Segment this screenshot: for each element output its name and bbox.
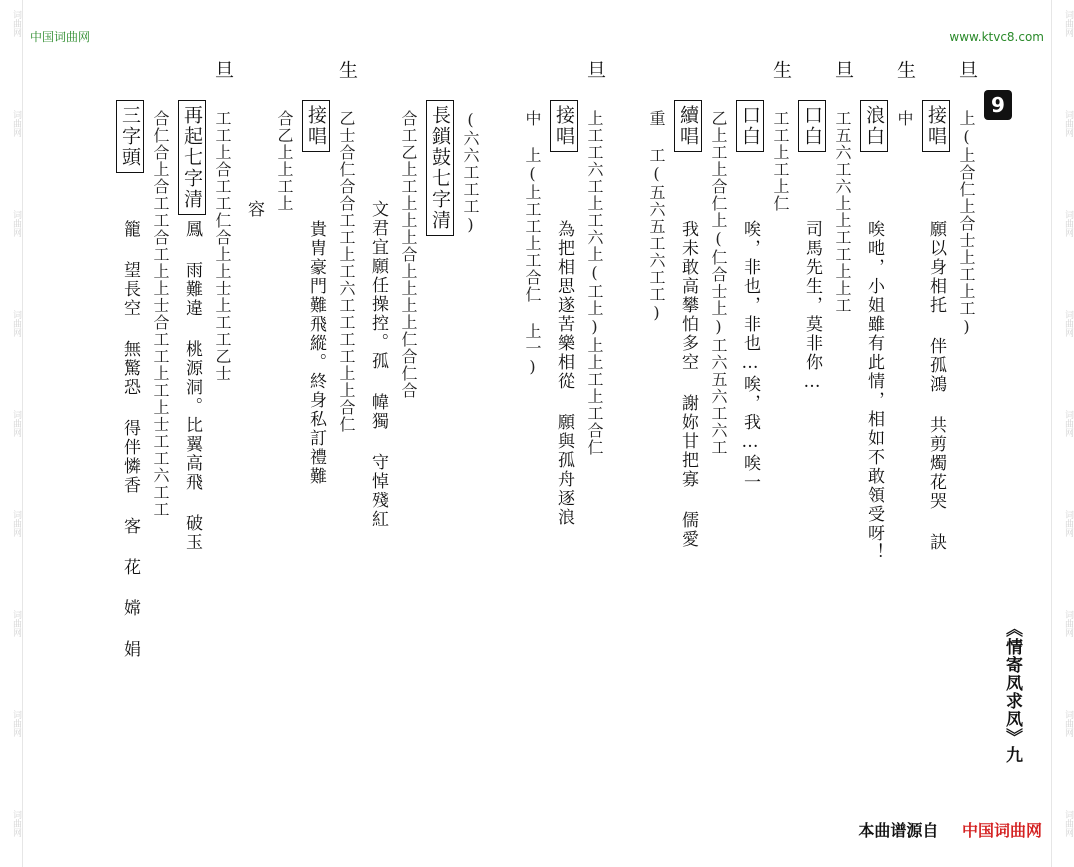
watermark-text: 词曲网 xyxy=(1063,210,1073,237)
section-label-box: 長鎖鼓七字清 xyxy=(426,100,454,236)
watermark-text: 词曲网 xyxy=(1063,310,1073,337)
lyric-text: 唉，非也，非也…唉，我…唉一 xyxy=(740,220,760,492)
lyric-text: 願以身相托 伴孤鴻 共剪燭花哭 訣 xyxy=(926,220,946,552)
section-label-box: 口白 xyxy=(798,100,826,152)
watermark-text: 词曲网 xyxy=(1063,110,1073,137)
gongche-notation: 上(上合仁上合士上工上工) xyxy=(957,110,976,337)
watermark-text: 词曲网 xyxy=(1063,710,1073,737)
section-label-box: 接唱 xyxy=(302,100,330,152)
gongche-notation: 合工乙上工上上上合上上上上仁合仁合 xyxy=(399,110,418,399)
gongche-notation: 工工上工上仁 xyxy=(771,110,790,212)
score-page xyxy=(62,50,1024,820)
watermark-text: 词曲网 xyxy=(11,610,21,637)
watermark-text: 词曲网 xyxy=(11,410,21,437)
right-watermark-strip xyxy=(1051,0,1074,867)
lyric-text: 為把相思遂苦樂相從 願與孤舟逐浪 xyxy=(554,220,574,527)
section-label-box: 續唱 xyxy=(674,100,702,152)
lyric-text: 容 xyxy=(244,200,264,219)
score-column xyxy=(550,100,578,152)
score-column xyxy=(736,100,764,152)
gongche-notation: 乙上工上合仁上(仁合士上)工六五六工六工 xyxy=(709,110,728,456)
section-label-box: 三字頭 xyxy=(116,100,144,173)
watermark-text: 词曲网 xyxy=(11,510,21,537)
watermark-text: 词曲网 xyxy=(11,710,21,737)
watermark-text: 词曲网 xyxy=(11,810,21,837)
role-marker: 生 xyxy=(770,60,792,79)
gongche-notation: 重 工(五六五工六工工) xyxy=(647,110,666,323)
role-marker: 旦 xyxy=(832,60,854,79)
gongche-notation: 上工工六工上工六上(工上)上上工上工合仁 xyxy=(585,110,604,456)
section-label-box: 接唱 xyxy=(922,100,950,152)
gongche-notation: 工五六工六上上工工上上工 xyxy=(833,110,852,314)
watermark-text: 词曲网 xyxy=(11,310,21,337)
site-url[interactable]: www.ktvc8.com xyxy=(949,30,1044,44)
gongche-notation: 工工上合工工仁合上上士上工工乙士 xyxy=(213,110,232,382)
lyric-text: 鳳 雨難違 桃源洞。比翼高飛 破玉 xyxy=(182,220,202,552)
score-column xyxy=(922,100,950,152)
score-column xyxy=(116,100,144,173)
lyric-text: 唉吔，小姐雖有此情，相如不敢領受呀！ xyxy=(864,220,884,562)
watermark-text: 词曲网 xyxy=(1063,10,1073,37)
gongche-notation: 合乙上上工上 xyxy=(275,110,294,212)
lyric-text: 我未敢高攀怕多空 謝妳甘把寡 儒愛 xyxy=(678,220,698,549)
gongche-notation: (六六工工工) xyxy=(461,110,480,235)
score-column xyxy=(860,100,888,152)
lyric-text: 籠 望長空 無驚恐 得伴憐香 客 花 嫦 娟 xyxy=(120,220,140,659)
score-column xyxy=(178,100,206,215)
source-footer xyxy=(858,818,1042,841)
watermark-text: 词曲网 xyxy=(11,110,21,137)
gongche-notation: 中 上(上工工上工合仁 上一) xyxy=(523,110,542,377)
gongche-notation: 乙士合仁合合工工上工六工工工工上上合仁 xyxy=(337,110,356,433)
running-title: 《情寄凤求凤》九 xyxy=(1002,620,1022,764)
score-column xyxy=(674,100,702,152)
role-marker: 旦 xyxy=(956,60,978,79)
source-label: 本曲谱源自 xyxy=(858,821,939,840)
section-label-box: 接唱 xyxy=(550,100,578,152)
watermark-text: 词曲网 xyxy=(1063,410,1073,437)
score-column xyxy=(426,100,454,236)
lyric-text: 文君宜願任操控。孤 幃獨 守悼殘紅 xyxy=(368,200,388,529)
gongche-notation: 中 xyxy=(895,110,914,127)
role-marker: 生 xyxy=(894,60,916,79)
lyric-text: 貴胄豪門難飛縱。終身私訂禮難 xyxy=(306,220,326,486)
watermark-text: 词曲网 xyxy=(1063,510,1073,537)
role-marker: 生 xyxy=(336,60,358,79)
score-column xyxy=(798,100,826,152)
section-label-box: 口白 xyxy=(736,100,764,152)
source-site[interactable]: 中国词曲网 xyxy=(961,821,1042,840)
page-number: 9 xyxy=(984,90,1012,120)
section-label-box: 再起七字清 xyxy=(178,100,206,215)
site-header-left[interactable]: 中国词曲网 xyxy=(30,30,91,44)
watermark-text: 词曲网 xyxy=(1063,610,1073,637)
watermark-text: 词曲网 xyxy=(11,10,21,37)
role-marker: 旦 xyxy=(212,60,234,79)
left-watermark-strip xyxy=(0,0,23,867)
lyric-text: 司馬先生，莫非你… xyxy=(802,220,822,394)
watermark-text: 词曲网 xyxy=(1063,810,1073,837)
gongche-notation: 合仁合上合工工合工上上士合工工上工上士工工六工工 xyxy=(151,110,170,518)
watermark-text: 词曲网 xyxy=(11,210,21,237)
section-label-box: 浪白 xyxy=(860,100,888,152)
role-marker: 旦 xyxy=(584,60,606,79)
score-column xyxy=(302,100,330,152)
